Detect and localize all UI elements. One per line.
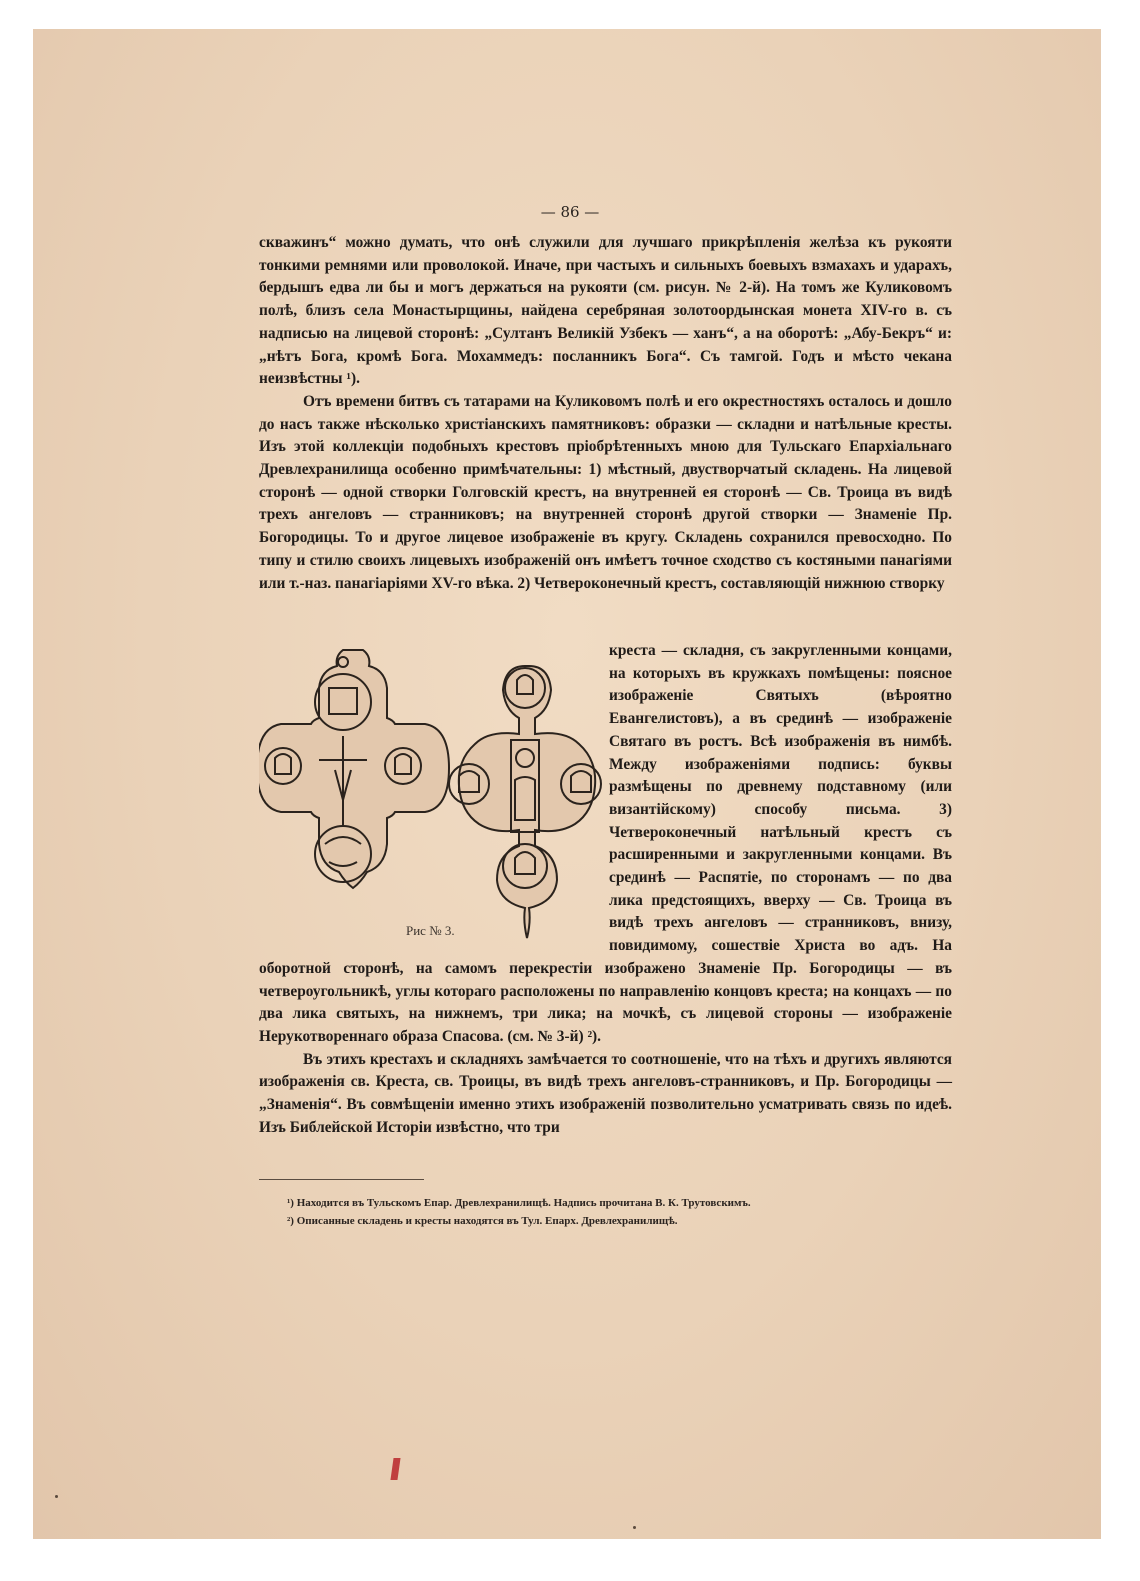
footnote: ²) Описанные складень и кресты находятся въ Тул. Епарх. Древлехранилищѣ.: [287, 1215, 678, 1227]
paragraph: Отъ времени битвъ съ татарами на Куликовомъ полѣ и его окрестностяхъ осталось и дошло до насъ также нѣсколько христіанскихъ памятниковъ: образки — складни и натѣльные кресты. Изъ этой коллекціи подобныхъ крестовъ пріобрѣтенныхъ мною для Тульскаго Епархіальнаго Древлехранилища особенно примѣчательны: 1) мѣстный, двустворчатый складень. На лицевой сторонѣ — одной створки Голговскій крестъ, на внутренней ея сторонѣ — Св. Троица въ видѣ трехъ ангеловъ — странниковъ; на внутренней сторонѣ другой створки — Знаменіе Пр. Богородицы. То и другое лицевое изображеніе въ кругу. Складень сохранился превосходно. По типу и стилю своихъ лицевыхъ изображеній онъ имѣетъ точное сходство съ костяными панагіями или т.-наз. панагіаріями XV-го вѣка. 2) Четвероконечный крестъ, составляющій нижнюю створку: [259, 392, 952, 592]
speck: [633, 1526, 636, 1529]
footnote-rule: [259, 1179, 424, 1180]
paragraph: скважинъ“ можно думать, что онѣ служили для лучшаго прикрѣпленія желѣза къ рукояти тонкими ремнями или проволокой. Иначе, при частыхъ и сильныхъ боевыхъ взмахахъ и ударахъ, бердышъ едва ли бы и могъ держаться на рукояти (см. рисун. № 2-й). На томъ же Куликовомъ полѣ, близъ села Монастырщины, найдена серебряная золотоордынская монета XIV-го в. съ надписью на лицевой сторонѣ: „Султанъ Великій Узбекъ — ханъ“, а на оборотѣ: „Абу-Бекръ“ и: „нѣтъ Бога, кромѣ Бога. Мохаммедъ: посланникъ Бога“. Съ тамгой. Годъ и мѣсто чекана неизвѣстны ¹).: [259, 234, 952, 388]
footnotes: [287, 1194, 927, 1230]
speck: [55, 1495, 58, 1498]
footnote: ¹) Находится въ Тульскомъ Епар. Древлехранилищѣ. Надпись прочитана В. К. Трутовскимъ.: [287, 1197, 751, 1209]
body-text-wrapped: [259, 640, 952, 1139]
paragraph: Въ этихъ крестахъ и складняхъ замѣчается то соотношеніе, что на тѣхъ и другихъ являются изображенія св. Креста, св. Троицы, въ видѣ трехъ ангеловъ-странниковъ, и Пр. Богородицы — „Знаменія“. Въ совмѣщеніи именно этихъ изображеній позволительно усматривать связь по идеѣ. Изъ Библейской Исторіи извѣстно, что три: [259, 1050, 952, 1136]
body-text-top: [259, 232, 952, 595]
crosses-illustration: [259, 640, 609, 944]
figure-3: [259, 640, 609, 944]
cross-back-icon: [449, 666, 601, 938]
figure-caption: Рис № 3.: [406, 923, 455, 938]
cross-front-icon: [259, 650, 449, 888]
paragraph: креста — складня, съ закругленными концами, на которыхъ въ кружкахъ помѣщены: поясное изображеніе Святыхъ (вѣроятно Евангелистовъ), а въ срединѣ — изображеніе Святаго въ ростъ. Всѣ изображенія въ нимбѣ. Между изображеніями подпись: буквы размѣщены по древнему подставному (или византійскому) способу письма. 3) Четвероконечный натѣльный крестъ съ расширенными и закругленными концами. Въ срединѣ — Распятіе, по сторонамъ — по два лика предстоящихъ, вверху — Св. Троица въ видѣ трехъ ангеловъ — странниковъ, внизу, повидимому, сошествіе Христа во адъ. На оборотной сторонѣ, на самомъ перекрестіи изображено Знаменіе Пр. Богородицы — въ четвероугольникѣ, углы котораго расположены по направленію концовъ креста; на концахъ — по два лика святыхъ, на нижнемъ, три лика; на мочкѣ, съ лицевой стороны — изображеніе Нерукотвореннаго образа Спасова. (см. № 3-й) ²).: [259, 642, 952, 1045]
